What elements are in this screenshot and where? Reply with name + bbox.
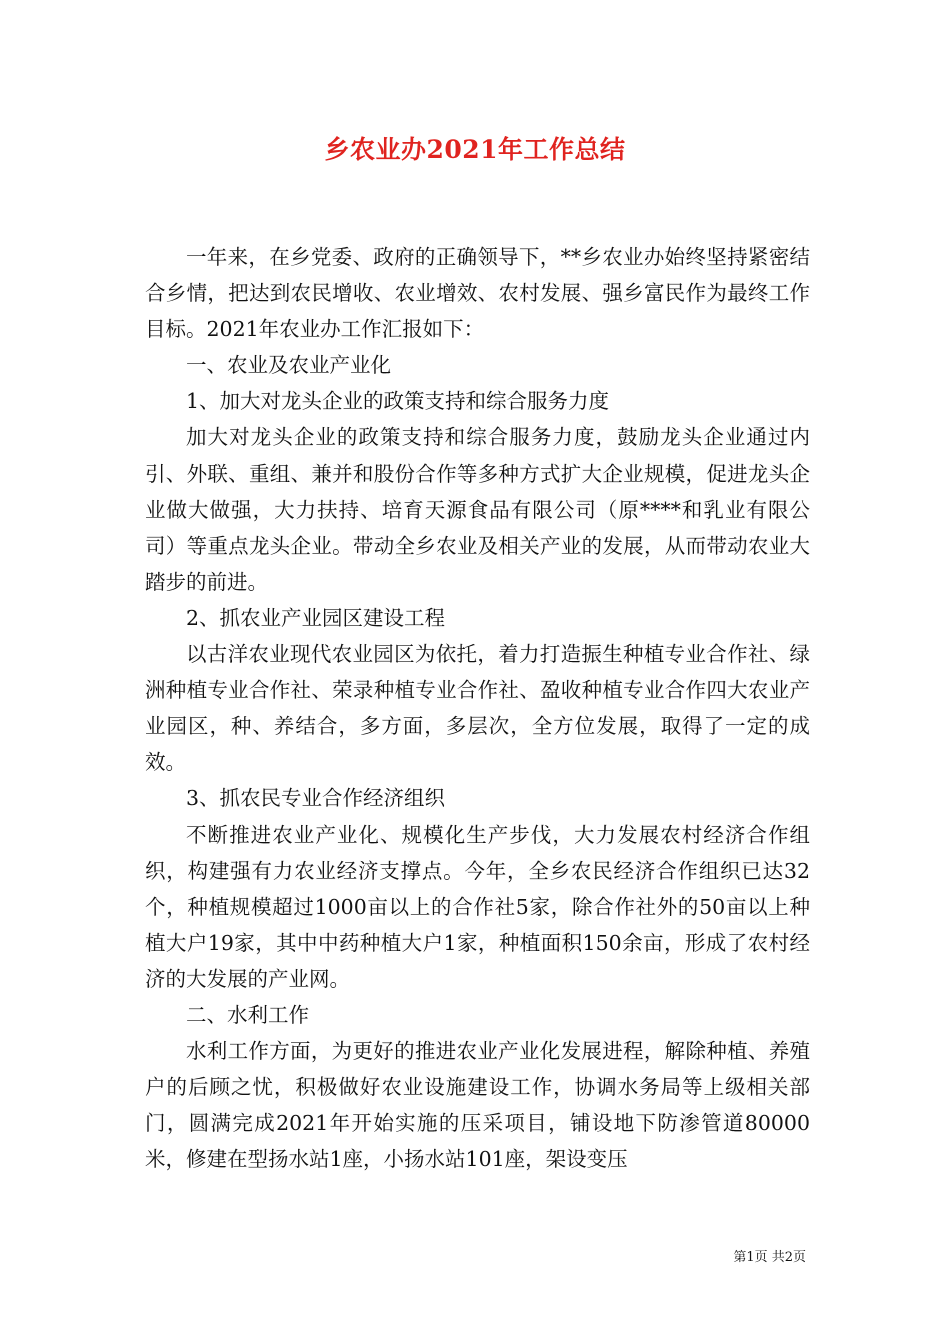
paragraph-water: 水利工作方面，为更好的推进农业产业化发展进程，解除种植、养殖户的后顾之忧，积极做好农业设施建设工作，协调水务局等上级相关部门，圆满完成2021年开始实施的压采项目，铺设地下防渗管道80000米，修建在型扬水站1座，小扬水站101座，架设变压 <box>145 1039 810 1172</box>
heading-item-2: 2、抓农业产业园区建设工程 <box>186 605 446 630</box>
heading-section-2: 二、水利工作 <box>186 1002 309 1027</box>
document-title: 乡农业办2021年工作总结 <box>324 135 626 164</box>
paragraph-intro: 一年来，在乡党委、政府的正确领导下，**乡农业办始终坚持紧密结合乡情，把达到农民增收、农业增效、农村发展、强乡富民作为最终工作目标。2021年农业办工作汇报如下： <box>145 245 810 342</box>
heading-section-1: 一、农业及农业产业化 <box>186 353 391 378</box>
paragraph-item-3: 不断推进农业产业化、规模化生产步伐，大力发展农村经济合作组织，构建强有力农业经济支撑点。今年，全乡农民经济合作组织已达32个，种植规模超过1000亩以上的合作社5家，除合作社外的50亩以上种植大户19家，其中中药种植大户1家，种植面积150余亩，形成了农村经济的大发展的产业网。 <box>145 822 810 991</box>
document-body <box>145 239 810 1177</box>
paragraph-item-1: 加大对龙头企业的政策支持和综合服务力度，鼓励龙头企业通过内引、外联、重组、兼并和股份合作等多种方式扩大企业规模，促进龙头企业做大做强，大力扶持、培育天源食品有限公司（原****和乳业有限公司）等重点龙头企业。带动全乡农业及相关产业的发展，从而带动农业大踏步的前进。 <box>145 425 810 594</box>
heading-item-3: 3、抓农民专业合作经济组织 <box>186 786 446 811</box>
paragraph-item-2: 以古洋农业现代农业园区为依托，着力打造振生种植专业合作社、绿洲种植专业合作社、荣录种植专业合作社、盈收种植专业合作四大农业产业园区，种、养结合，多方面，多层次，全方位发展，取得了一定的成效。 <box>145 642 810 775</box>
page-number: 第1页 共2页 <box>733 1250 806 1265</box>
heading-item-1: 1、加大对龙头企业的政策支持和综合服务力度 <box>186 389 610 414</box>
